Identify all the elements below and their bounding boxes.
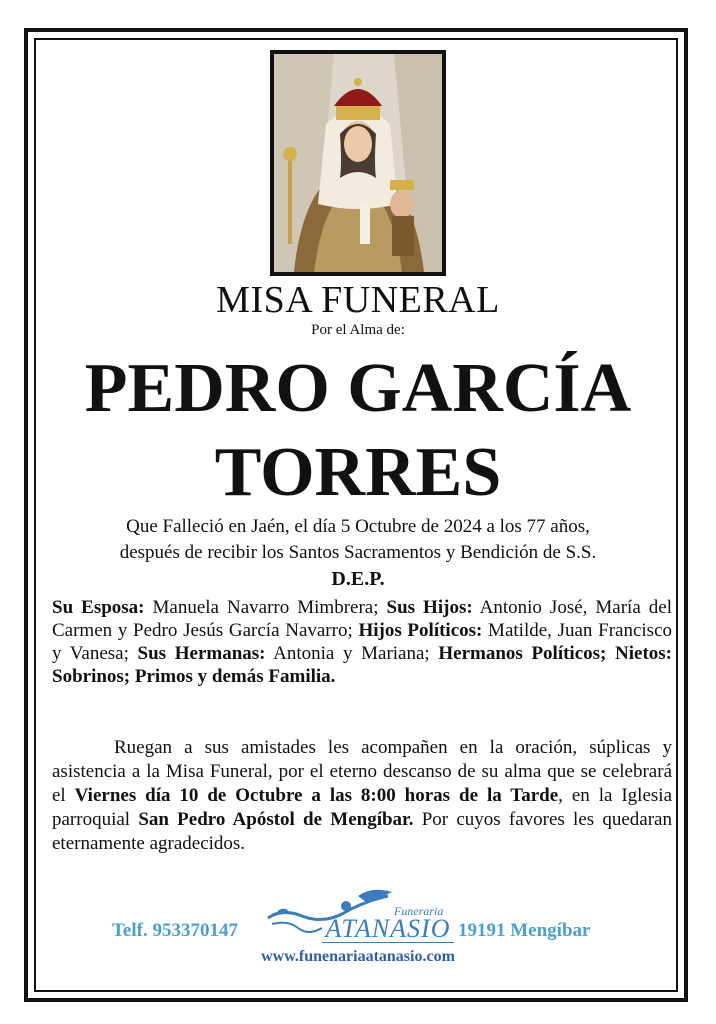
hijos-names: Antonio José, María del Carmen y Pedro Jesús García Navarro; (52, 597, 672, 641)
other-relatives: Hermanos Políticos; Nietos: Sobrinos; Primos y demás Familia. (52, 643, 672, 687)
esposa-label: Su Esposa: (52, 597, 145, 618)
prayer-text-1: Ruegan a sus amistades les acompañen en la oración, súplicas y asistencia a la Misa Funeral, por el eterno descanso de su alma que se celebrará el (52, 737, 672, 806)
deceased-name-line2: TORRES (214, 434, 502, 511)
prayer-text-2: , en la Iglesia parroquial (52, 785, 672, 830)
virgin-image (270, 50, 446, 276)
death-notice-line1: Que Falleció en Jaén, el día 5 Octubre de 2024 a los 77 años, (126, 516, 590, 537)
politicos-names: Matilde, Juan Francisco y Vanesa; (52, 620, 673, 664)
church-name: San Pedro Apóstol de Mengíbar. (138, 809, 414, 830)
death-notice-line2: después de recibir los Santos Sacramentos y Bendición de S.S. (119, 542, 597, 563)
hijos-label: Sus Hijos: (386, 597, 473, 618)
mass-date: Viernes día 10 de Octubre a las 8:00 horas de la Tarde (74, 785, 559, 806)
esposa-name: Manuela Navarro Mimbrera; (144, 597, 387, 618)
phone-left: Telf. 953370147 (112, 920, 238, 941)
death-notice (40, 514, 676, 566)
dep-label: D.E.P. (331, 568, 385, 590)
phone-right: 19191 Mengíbar (458, 920, 591, 941)
prayer-paragraph (52, 736, 672, 856)
website-link[interactable]: www.funenariaatanasio.com (261, 948, 455, 965)
page-subtitle: Por el Alma de: (311, 322, 405, 338)
prayer-text-3: Por cuyos favores les quedaran eternamente agradecidos. (52, 809, 672, 854)
deceased-name-line1: PEDRO GARCÍA (84, 350, 632, 427)
virgin-illustration (274, 54, 442, 272)
page-title: MISA FUNERAL (216, 279, 500, 321)
hermanas-label: Sus Hermanas: (137, 643, 266, 664)
family-paragraph (52, 596, 672, 688)
politicos-label: Hijos Políticos: (358, 620, 483, 641)
funeraria-brand: ATANASIO (322, 916, 454, 943)
funeraria-small-label: Funeraria (394, 904, 444, 918)
hermanas-names: Antonia y Mariana; (265, 643, 439, 664)
